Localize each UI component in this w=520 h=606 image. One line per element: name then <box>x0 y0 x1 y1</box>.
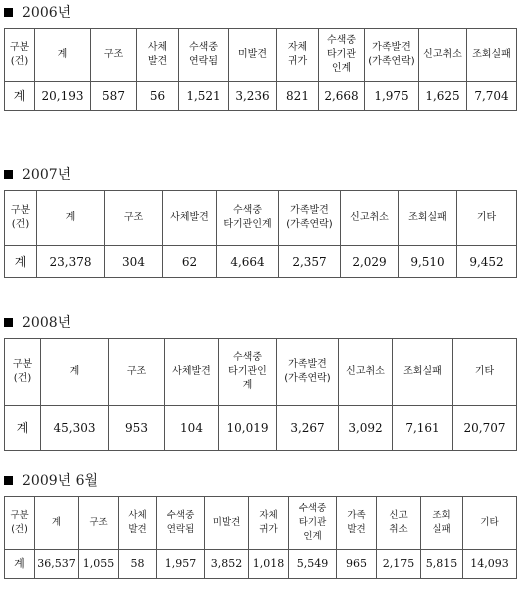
header-cell: 계 <box>35 29 91 82</box>
section-title: 2006년 <box>22 5 72 21</box>
value-cell: 104 <box>165 406 219 451</box>
value-cell: 36,537 <box>35 550 79 579</box>
value-cell: 20,193 <box>35 82 91 111</box>
header-cell: 구조 <box>79 497 119 550</box>
stats-table-2008 <box>4 338 517 451</box>
stats-table-2006 <box>4 28 517 111</box>
value-cell: 3,852 <box>205 550 249 579</box>
total-row <box>5 82 517 111</box>
square-bullet-icon <box>4 476 13 485</box>
value-cell: 5,549 <box>289 550 337 579</box>
header-cell: 수색중 연락됨 <box>179 29 229 82</box>
value-cell: 3,092 <box>339 406 393 451</box>
header-cell: 계 <box>41 339 109 406</box>
value-cell: 1,957 <box>157 550 205 579</box>
header-cell: 기타 <box>453 339 517 406</box>
value-cell: 10,019 <box>219 406 277 451</box>
value-cell: 2,357 <box>279 246 341 278</box>
value-cell: 1,625 <box>419 82 467 111</box>
header-cell: 신고 취소 <box>377 497 421 550</box>
section-heading <box>4 163 71 185</box>
header-cell: 자체 귀가 <box>249 497 289 550</box>
header-cell: 자체 귀가 <box>277 29 319 82</box>
value-cell: 7,161 <box>393 406 453 451</box>
header-row <box>5 497 517 550</box>
stats-table-2007 <box>4 190 517 278</box>
stats-table-2009 <box>4 496 517 579</box>
header-cell: 사체 발견 <box>119 497 157 550</box>
value-cell: 304 <box>105 246 163 278</box>
value-cell: 2,175 <box>377 550 421 579</box>
header-cell: 미발견 <box>205 497 249 550</box>
header-cell: 기타 <box>457 191 517 246</box>
header-cell: 사체발견 <box>165 339 219 406</box>
total-row <box>5 246 517 278</box>
header-cell: 조회실패 <box>399 191 457 246</box>
header-cell: 구분 (건) <box>5 29 35 82</box>
header-cell: 가족발견 (가족연락) <box>279 191 341 246</box>
header-cell: 구조 <box>109 339 165 406</box>
value-cell: 9,452 <box>457 246 517 278</box>
header-cell: 수색중 타기관 인계 <box>319 29 365 82</box>
total-row <box>5 406 517 451</box>
value-cell: 2,668 <box>319 82 365 111</box>
value-cell: 45,303 <box>41 406 109 451</box>
value-cell: 3,267 <box>277 406 339 451</box>
header-cell: 계 <box>35 497 79 550</box>
section-heading <box>4 311 71 333</box>
header-cell: 구분 (건) <box>5 497 35 550</box>
value-cell: 1,521 <box>179 82 229 111</box>
header-cell: 미발견 <box>229 29 277 82</box>
section-heading <box>4 1 71 23</box>
value-cell: 56 <box>137 82 179 111</box>
section-heading <box>4 469 98 491</box>
value-cell: 5,815 <box>421 550 463 579</box>
header-cell: 구조 <box>91 29 137 82</box>
header-cell: 구분 (건) <box>5 191 37 246</box>
value-cell: 1,055 <box>79 550 119 579</box>
section-title: 2008년 <box>22 315 72 331</box>
value-cell: 계 <box>5 82 35 111</box>
header-cell: 가족 발견 <box>337 497 377 550</box>
header-cell: 기타 <box>463 497 517 550</box>
header-cell: 신고취소 <box>339 339 393 406</box>
header-cell: 신고취소 <box>341 191 399 246</box>
value-cell: 계 <box>5 550 35 579</box>
header-cell: 수색중 타기관인 계 <box>219 339 277 406</box>
square-bullet-icon <box>4 170 13 179</box>
header-cell: 수색중 타기관 인계 <box>289 497 337 550</box>
header-cell: 조회실패 <box>467 29 517 82</box>
header-cell: 수색중 타기관인계 <box>217 191 279 246</box>
header-cell: 조회실패 <box>393 339 453 406</box>
total-row <box>5 550 517 579</box>
value-cell: 계 <box>5 406 41 451</box>
value-cell: 1,975 <box>365 82 419 111</box>
header-cell: 가족발견 (가족연락) <box>277 339 339 406</box>
square-bullet-icon <box>4 318 13 327</box>
header-cell: 가족발견 (가족연락) <box>365 29 419 82</box>
header-cell: 수색중 연락됨 <box>157 497 205 550</box>
header-row <box>5 191 517 246</box>
value-cell: 9,510 <box>399 246 457 278</box>
value-cell: 23,378 <box>37 246 105 278</box>
value-cell: 4,664 <box>217 246 279 278</box>
header-cell: 신고취소 <box>419 29 467 82</box>
section-title: 2007년 <box>22 167 72 183</box>
header-cell: 구분 (건) <box>5 339 41 406</box>
value-cell: 14,093 <box>463 550 517 579</box>
value-cell: 62 <box>163 246 217 278</box>
header-cell: 구조 <box>105 191 163 246</box>
header-cell: 사체발견 <box>163 191 217 246</box>
value-cell: 821 <box>277 82 319 111</box>
header-row <box>5 339 517 406</box>
square-bullet-icon <box>4 8 13 17</box>
value-cell: 58 <box>119 550 157 579</box>
value-cell: 1,018 <box>249 550 289 579</box>
value-cell: 3,236 <box>229 82 277 111</box>
value-cell: 587 <box>91 82 137 111</box>
value-cell: 953 <box>109 406 165 451</box>
header-cell: 조회 실패 <box>421 497 463 550</box>
header-cell: 계 <box>37 191 105 246</box>
header-row <box>5 29 517 82</box>
value-cell: 2,029 <box>341 246 399 278</box>
value-cell: 7,704 <box>467 82 517 111</box>
section-title: 2009년 6월 <box>22 473 99 489</box>
value-cell: 965 <box>337 550 377 579</box>
header-cell: 사체 발견 <box>137 29 179 82</box>
value-cell: 20,707 <box>453 406 517 451</box>
value-cell: 계 <box>5 246 37 278</box>
